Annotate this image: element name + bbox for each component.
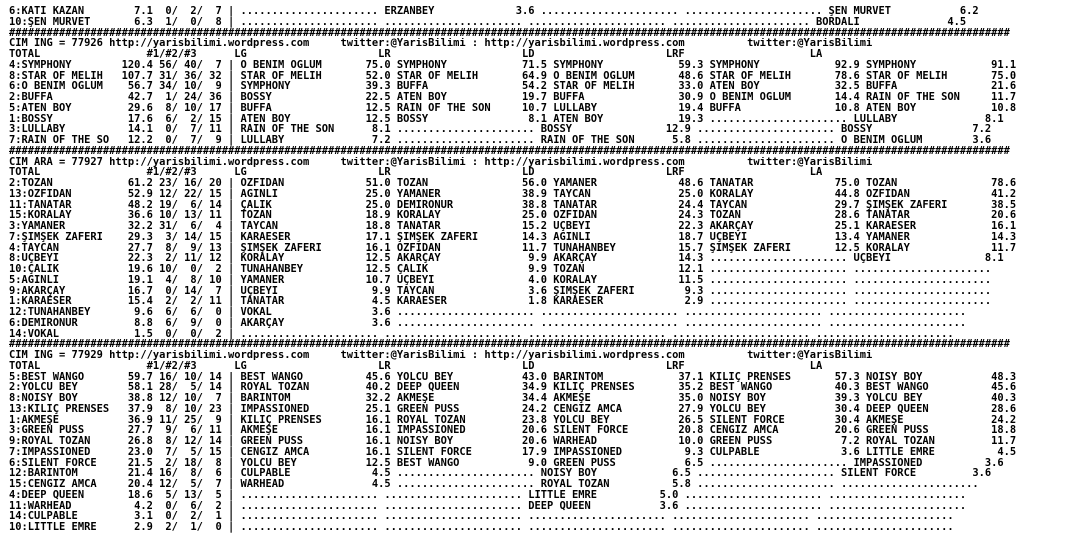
table-row: 12:TUNAHANBEY 9.6 6/ 6/ 0 | VOKAL 3.6 ...................... ...................... ...................... ......................: [9, 307, 967, 318]
table-row: 7:ŞİMŞEK ZAFERİ 29.3 3/ 14/ 15 | KARAESER 17.1 ŞİMŞEK ZAFERİ 14.3 AĞINLI 18.7 UÇBEYİ 13.4 YAMANER 14.3: [9, 231, 1017, 243]
table-row: 3:YAMANER 32.2 31/ 6/ 4 | TAYCAN 18.8 TANATAR 15.2 UÇBEYİ 22.3 AKARÇAY 25.1 KARAESER 16.1: [9, 221, 1017, 232]
table-row: 5:ATEN BOY 29.6 8/ 10/ 17 | BUFFA 12.5 RAIN OF THE SON 10.7 LULLABY 19.4 BUFFA 10.8 ATEN BOY 10.8: [9, 102, 1017, 114]
table-row: 11:TANATAR 48.2 19/ 6/ 14 | ÇALIK 25.0 DEMİRONUR 38.8 TANATAR 24.4 TAYCAN 29.7 ŞİMŞEK ZAFERİ 38.5: [9, 199, 1017, 211]
table-row: 15:CENGİZ AMCA 20.4 12/ 5/ 7 | WARHEAD 4.5 ...................... ROYAL TOZAN 5.8 ...................... ......................: [9, 479, 979, 490]
table-row: 1:AKMEŞE 36.9 11/ 25/ 9 | KILIÇ PRENSES 16.1 ROYAL TOZAN 23.8 YOLCU BEY 26.5 SILENT FORCE 30.4 AKMEŞE 24.2: [9, 414, 1017, 426]
table-row: 2:TOZAN 61.2 23/ 16/ 20 | ÖZFİDAN 51.0 TOZAN 56.0 YAMANER 48.6 TANATAR 75.0 TOZAN 78.6: [9, 178, 1017, 189]
table-row: 2:BUFFA 42.7 1/ 24/ 36 | BOSSY 22.5 ATEN BOY 19.7 BUFFA 30.9 O BENİM OĞLUM 14.4 RAIN OF THE SON 11.7: [9, 92, 1017, 103]
table-row: 13:KILIÇ PRENSES 37.9 8/ 10/ 23 | IMPASSIONED 25.1 GREEN PUSS 24.2 CENGİZ AMCA 27.9 YOLCU BEY 30.4 DEEP QUEEN 28.6: [9, 403, 1017, 415]
table-row: 4:SYMPHONY 120.4 56/ 40/ 7 | O BENİM OĞLUM 75.0 SYMPHONY 71.5 SYMPHONY 59.3 SYMPHONY 92.9 SYMPHONY 91.1: [9, 59, 1017, 71]
table-row: 6:DEMİRONUR 8.8 6/ 9/ 0 | AKARÇAY 3.6 ...................... ...................... ...................... ......................: [9, 317, 967, 329]
race-header: CIM ING = 77926 http://yarisbilimi.wordpress.com twitter:@YarisBilimi : http://yarisbilimi.wordpress.com twitter:@YarisBilimi: [9, 38, 873, 49]
table-row: 14:CULPABLE 3.1 0/ 2/ 1 | ...................... ...................... ...................... ...................... ......................: [9, 511, 954, 522]
table-row: 5:BEST WANGO 59.7 16/ 10/ 14 | BEST WANGO 45.6 YOLCU BEY 43.0 BARINTOM 37.1 KILIÇ PRENSES 57.3 NOISY BOY 48.3: [9, 371, 1017, 383]
table-row: 8:NOISY BOY 38.8 12/ 10/ 7 | BARINTOM 32.2 AKMEŞE 34.4 AKMEŞE 35.0 NOISY BOY 39.3 YOLCU BEY 40.3: [9, 393, 1017, 404]
separator-line: ################################################################################################################################################################: [9, 27, 1010, 39]
race-header: CIM ING = 77929 http://yarisbilimi.wordpress.com twitter:@YarisBilimi : http://yarisbilimi.wordpress.com twitter:@YarisBilimi: [9, 350, 873, 361]
table-row: 2:YOLCU BEY 58.1 28/ 5/ 14 | ROYAL TOZAN 40.2 DEEP QUEEN 34.9 KILIÇ PRENSES 35.2 BEST WANGO 40.3 BEST WANGO 45.6: [9, 382, 1017, 393]
table-row: 15:KORALAY 36.6 10/ 13/ 11 | TOZAN 18.9 KORALAY 25.0 ÖZFİDAN 24.3 TOZAN 28.6 TANATAR 20.6: [9, 210, 1017, 221]
table-row: 10:ÇALIK 19.6 10/ 0/ 2 | TUNAHANBEY 12.5 ÇALIK 9.9 TOZAN 12.1 ...................... ......................: [9, 264, 992, 275]
table-row: 5:AĞINLI 19.1 4/ 8/ 10 | YAMANER 10.7 UÇBEYİ 4.0 KORALAY 11.5 ...................... ......................: [9, 274, 992, 286]
table-row: 12:BARINTOM 21.4 16/ 8/ 6 | CULPABLE 4.5 ...................... NOISY BOY 6.5 ...................... SILENT FORCE 3.6: [9, 468, 992, 479]
table-row: 1:KARAESER 15.4 2/ 2/ 11 | TANATAR 4.5 KARAESER 1.8 KARAESER 2.9 ...................... ......................: [9, 296, 992, 307]
table-row: 3:GREEN PUSS 27.7 9/ 6/ 11 | AKMEŞE 16.1 IMPASSIONED 20.6 SILENT FORCE 20.8 CENGİZ AMCA 20.6 GREEN PUSS 18.8: [9, 425, 1017, 436]
column-header: TOTAL #1/#2/#3 LG LR LD LRF LA: [9, 167, 823, 178]
table-row: 4:TAYCAN 27.7 8/ 9/ 13 | ŞİMŞEK ZAFERİ 16.1 ÖZFİDAN 11.7 TUNAHANBEY 15.7 ŞİMŞEK ZAFERİ 12.5 KORALAY 11.7: [9, 242, 1017, 254]
table-row: 6:SILENT FORCE 21.5 2/ 18/ 8 | YOLCU BEY 12.5 BEST WANGO 9.0 GREEN PUSS 6.5 ...................... IMPASSIONED 3.6: [9, 457, 1004, 469]
table-row: 8:UÇBEYİ 22.3 2/ 11/ 12 | KORALAY 12.5 AKARÇAY 9.9 AKARÇAY 14.3 ...................... UÇBEYİ 8.1: [9, 253, 1004, 264]
race-header: CIM ARA = 77927 http://yarisbilimi.wordpress.com twitter:@YarisBilimi : http://yarisbilimi.wordpress.com twitter:@YarisBilimi: [9, 156, 873, 168]
table-row: 6:O BENİM OĞLUM 56.7 34/ 10/ 9 | SYMPHONY 39.3 BUFFA 54.2 STAR OF MELİH 33.0 ATEN BOY 32.5 BUFFA 21.6: [9, 81, 1017, 92]
table-row: 9:ROYAL TOZAN 26.8 8/ 12/ 14 | GREEN PUSS 16.1 NOISY BOY 20.6 WARHEAD 10.0 GREEN PUSS 7.2 ROYAL TOZAN 11.7: [9, 436, 1017, 447]
table-row: 11:WARHEAD 4.2 0/ 6/ 2 | ...................... ...................... DEEP QUEEN 3.6 ...................... ......................: [9, 500, 967, 512]
table-row: 10:ŞEN MÜRVET 6.3 1/ 0/ 8 | ...................... ...................... ...................... ...................... BORDALI 4.5: [9, 16, 967, 28]
table-row: 14:VOKAL 1.5 0/ 0/ 2 | ...................... ...................... ...................... ...................... ......................: [9, 328, 954, 340]
table-row: 3:LULLABY 14.1 0/ 7/ 11 | RAIN OF THE SON 8.1 ...................... BOSSY 12.9 ...................... BOSSY 7.2: [9, 124, 992, 135]
table-row: 9:AKARÇAY 16.7 0/ 14/ 7 | UÇBEYİ 9.9 TAYCAN 3.6 ŞİMŞEK ZAFERİ 9.3 ...................... ......................: [9, 285, 992, 297]
column-header: TOTAL #1/#2/#3 LG LR LD LRF LA: [9, 49, 823, 60]
table-row: 8:STAR OF MELİH 107.7 31/ 36/ 32 | STAR OF MELİH 52.0 STAR OF MELİH 64.9 O BENİM OĞLUM 48.6 STAR OF MELİH 78.6 STAR OF MELİH 75.0: [9, 70, 1017, 82]
table-row: 1:BOSSY 17.6 6/ 2/ 15 | ATEN BOY 12.5 BOSSY 8.1 ATEN BOY 19.3 ...................... LULLABY 8.1: [9, 113, 1004, 125]
table-row: 6:KATI KAZAN 7.1 0/ 2/ 7 | ...................... ERZANBEY 3.6 ...................... ...................... ŞEN MÜRVET 6.2: [9, 6, 979, 17]
table-row: 13:ÖZFİDAN 52.9 12/ 22/ 15 | AĞINLI 25.0 YAMANER 38.9 TAYCAN 25.0 KORALAY 44.8 ÖZFİDAN 41.2: [9, 188, 1017, 200]
table-row: 4:DEEP QUEEN 18.6 5/ 13/ 5 | ...................... ...................... LITTLE EMRE 5.0 ...................... ......................: [9, 489, 967, 501]
table-row: 7:RAIN OF THE SO 12.2 0/ 7/ 9 | LULLABY 7.2 ...................... RAIN OF THE SON 5.8 ...................... O BENİM OĞLUM 3.6: [9, 135, 992, 146]
table-row: 10:LITTLE EMRE 2.9 2/ 1/ 0 | ...................... ...................... ...................... ...................... ......................: [9, 522, 954, 533]
separator-line: ################################################################################################################################################################: [9, 339, 1010, 350]
separator-line: ################################################################################################################################################################: [9, 145, 1010, 157]
column-header: TOTAL #1/#2/#3 LG LR LD LRF LA: [9, 360, 823, 372]
table-row: 7:IMPASSIONED 23.0 7/ 5/ 15 | CENGİZ AMCA 16.1 SILENT FORCE 17.9 IMPASSIONED 9.3 CULPABLE 3.6 LITTLE EMRE 4.5: [9, 446, 1017, 458]
